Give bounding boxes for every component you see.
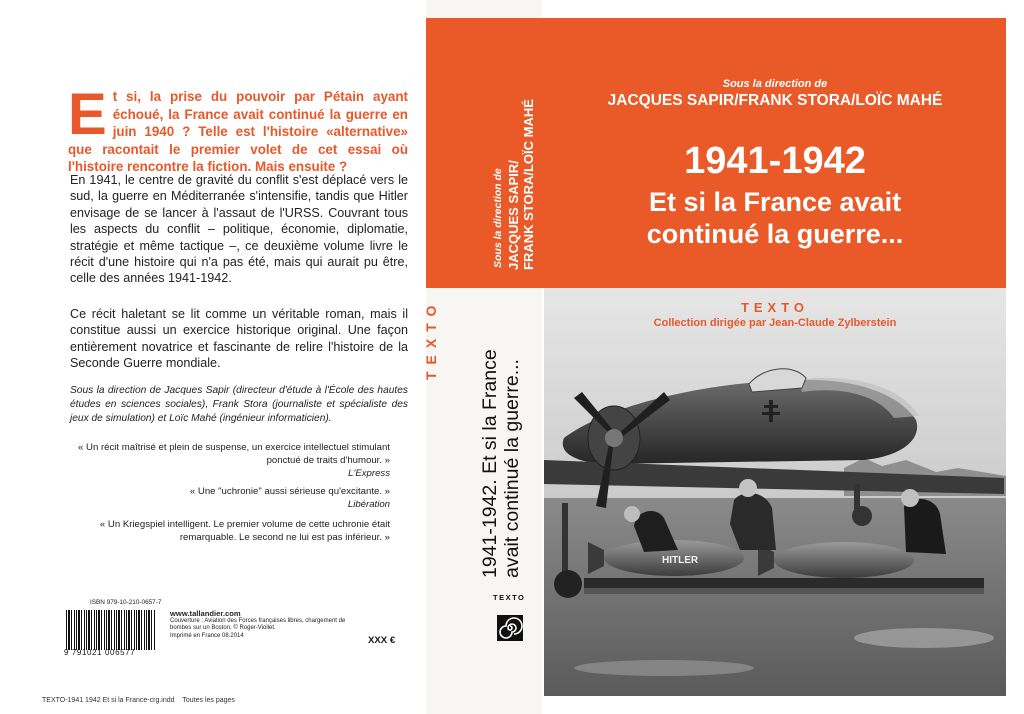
spine-texto-small: TEXTO [493,593,526,602]
spine-authors-line2: FRANK STORA/LOÏC MAHÉ [521,99,536,270]
back-paragraph-1: En 1941, le centre de gravité du conflit s'est déplacé vers le sud, la guerre en Méditerranée s'intensifie, tandis que Hitler envisage de se lancer à l'assaut de l'URSS. Couvrant tous les aspects du conflit – politique, économie, diplomatie, stratégie et même tactique –, ce deuxième volume livre le récit d'une histoire qui n'a pas été, mais qui aurait pu être, celle des années 1941-1942. [70,173,408,286]
quote-kriegspiel [70,518,390,544]
quote-liberation [70,485,390,511]
cover-photo [544,288,1006,696]
back-intro [68,82,408,176]
quote-text: « Un Kriegspiel intelligent. Le premier volume de cette uchronie était remarquable. Le second ne lui est pas inférieur. » [99,519,390,544]
price: XXX € [368,635,396,646]
cover-credit: Couverture : Aviation des Forces françaises libres, chargement de bombes sur un Boston. © Roger-Viollet. [170,617,346,632]
quote-source: Libération [347,499,390,511]
back-authors: Sous la direction de Jacques Sapir (directeur d'étude à l'École des hautes études en sciences sociales), Frank Stora (journaliste et spécialiste des jeux de simulation) et Loïc Mahé (ingénieur informaticien). [70,385,408,424]
back-cover [0,0,426,714]
print-footer [42,697,241,704]
printed-info: Imprimé en France 08.2014 [170,632,244,639]
spine-title-line2: avait continué la guerre... [501,359,523,578]
barcode-number: 9 791021 006577 [64,648,136,657]
footer-pages: Toutes les pages [182,697,235,704]
spine-title-line1: 1941-1942. Et si la France [479,349,501,578]
front-collection: Collection dirigée par Jean-Claude Zylberstein [653,317,897,329]
quote-text: « Un récit maîtrisé et plein de suspense, un exercice intellectuel stimulant ponctué de traits d'humour. » [78,442,390,467]
bomb-label: HITLER [662,555,699,566]
front-title-line1: Et si la France avait [648,187,902,217]
front-title-line2: continué la guerre... [646,219,904,249]
intro-text: t si, la prise du pouvoir par Pétain ayant échoué, la France avait continué la guerre en juin 1940 ? Telle est l'histoire «alternative» que racontait le premier volet de cet essai où l'histoire rencontre la fiction. Mais ensuite ? [68,89,408,175]
publisher-info [170,610,360,640]
isbn: ISBN 979-10-210-0657-7 [90,599,162,606]
front-title [544,186,1006,250]
spine-authors-line1: JACQUES SAPIR/ [506,160,521,270]
front-direction: Sous la direction de [722,78,828,90]
spine-title [479,349,523,578]
quote-text: « Une "uchronie" aussi sérieuse qu'excitante. » [189,486,390,497]
quote-source: L'Express [348,468,390,480]
spine-direction: Sous la direction de [492,168,504,268]
intro-dropcap: E [68,82,107,147]
quote-lexpress [70,441,390,481]
publisher-url[interactable]: www.tallandier.com [170,609,241,618]
back-paragraph-2: Ce récit haletant se lit comme un véritable roman, mais il constitue aussi un exercice historique original. Une façon entièrement novatrice et fascinante de relire l'histoire de la Seconde Guerre mondiale. [70,307,408,371]
front-texto: TEXTO [740,300,810,315]
barcode-lines [66,610,156,650]
spine-authors [506,99,536,270]
front-years: 1941-1942 [684,140,866,182]
spine-texto: TEXTO [423,298,439,380]
spiral-logo-icon [497,615,523,641]
front-authors: JACQUES SAPIR/FRANK STORA/LOÏC MAHÉ [607,92,943,109]
footer-file: TEXTO-1941 1942 Et si la France-crg.indd [42,697,175,704]
